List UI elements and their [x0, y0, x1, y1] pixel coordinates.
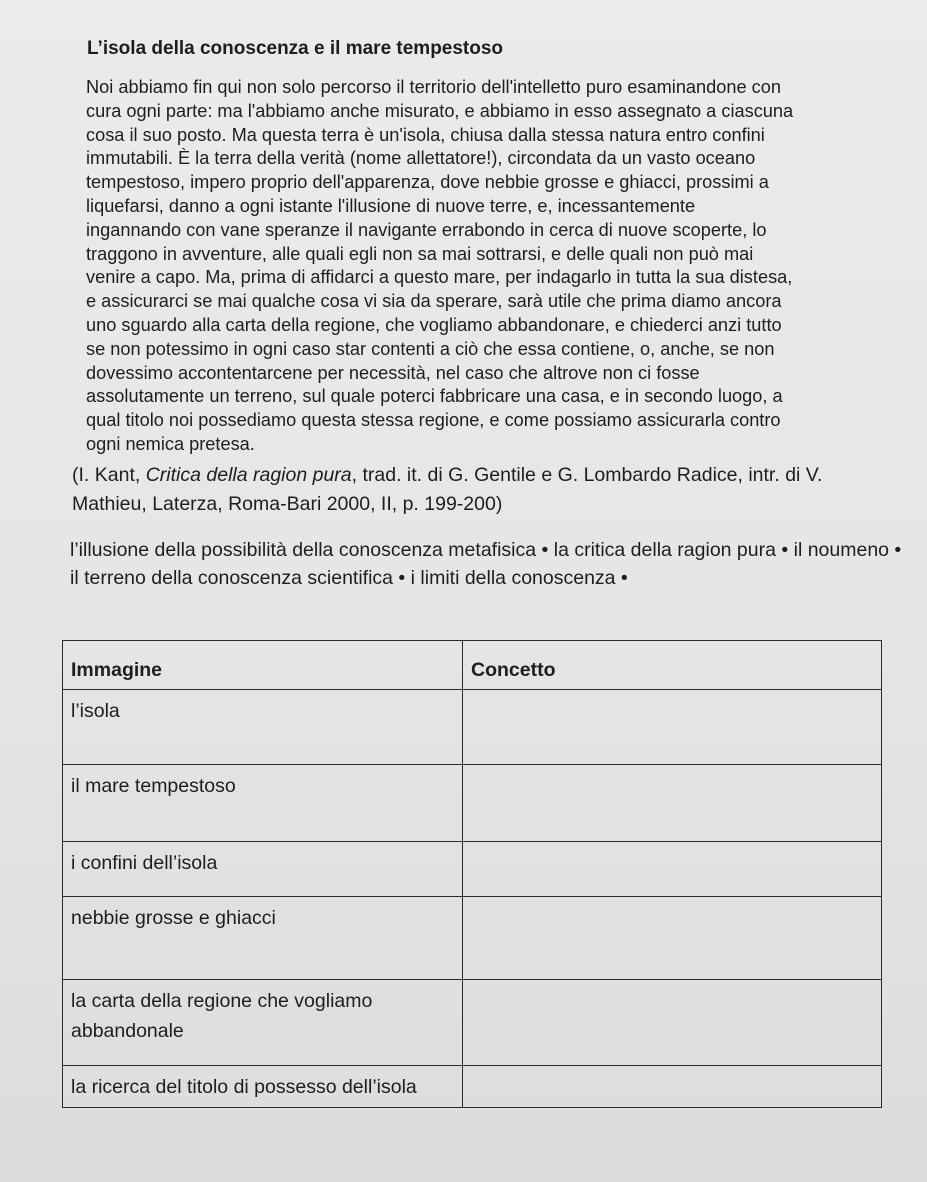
table-row	[63, 765, 882, 842]
concetto-cell[interactable]	[463, 1066, 882, 1108]
kant-passage: Noi abbiamo fin qui non solo percorso il territorio dell'intelletto puro esaminandone con cura ogni parte: ma l'abbiamo anche misurato, e abbiamo in esso assegnato a ciascuna cosa il suo posto. Ma questa terra è un'isola, chiusa dalla stessa natura entro confini immutabili. È la terra della verità (nome allettatore!), circondata da un vasto oceano tempestoso, impero proprio dell'apparenza, dove nebbie grosse e ghiacci, prossimi a liquefarsi, danno a ogni istante l'illusione di nuove terre, e, incessantemente ingannando con vane speranze il navigante errabondo in cerca di nuove scoperte, lo traggono in avventure, alle quali egli non sa mai sottrarsi, e delle quali non può mai venire a capo. Ma, prima di affidarci a questo mare, per indagarlo in tutta la sua distesa, e assicurarci se mai qualche cosa vi sia da sperare, sarà utile che prima diamo ancora uno sguardo alla carta della regione, che vogliamo abbandonare, e chiederci anzi tutto se non potessimo in ogni caso star contenti a ciò che essa contiene, o, anche, se non dovessimo accontentarcene per necessità, nel caso che altrove non ci fosse assolutamente un terreno, sul quale poterci fabbricare una casa, e in secondo luogo, a qual titolo noi possediamo questa stessa regione, e come possiamo assicurarla contro ogni nemica pretesa.	[86, 77, 794, 454]
keyword-list: l’illusione della possibilità della conoscenza metafisica • la critica della ragion pura • il noumeno • il terreno della conoscenza scientifica • i limiti della conoscenza •	[70, 539, 902, 589]
citation-prefix: (I. Kant,	[72, 464, 146, 486]
table-row	[63, 1066, 882, 1108]
concept-table	[62, 640, 882, 1108]
immagine-cell: la ricerca del titolo di possesso dell’isola	[63, 1066, 463, 1108]
concetto-cell[interactable]	[463, 690, 882, 765]
page-title: L’isola della conoscenza e il mare tempestoso	[87, 38, 504, 59]
header-concetto: Concetto	[463, 641, 882, 690]
table-row	[63, 690, 882, 765]
table-row	[63, 897, 882, 980]
immagine-cell: il mare tempestoso	[63, 765, 463, 842]
table-header-row	[63, 641, 882, 690]
citation	[72, 461, 892, 519]
immagine-cell: la carta della regione che vogliamo abbandonale	[63, 980, 463, 1066]
concetto-cell[interactable]	[463, 765, 882, 842]
table-row	[63, 980, 882, 1066]
concetto-cell[interactable]	[463, 897, 882, 980]
citation-suffix: , trad. it. di G. Gentile e G. Lombardo Radice, intr. di V. Mathieu, Laterza, Roma-Bari 2000, II, p. 199-200)	[72, 464, 823, 515]
immagine-cell: l’isola	[63, 690, 463, 765]
citation-work-title: Critica della ragion pura	[145, 464, 352, 486]
concetto-cell[interactable]	[463, 980, 882, 1066]
concetto-cell[interactable]	[463, 842, 882, 897]
table-row	[63, 842, 882, 897]
immagine-cell: nebbie grosse e ghiacci	[63, 897, 463, 980]
header-immagine: Immagine	[63, 641, 463, 690]
immagine-cell: i confini dell’isola	[63, 842, 463, 897]
